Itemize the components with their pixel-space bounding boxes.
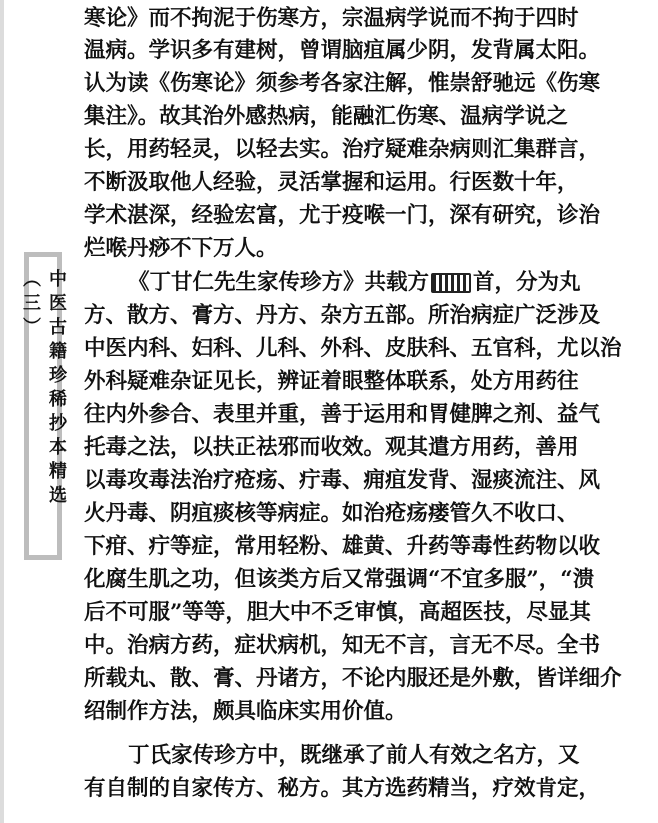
text-line: 后不可服”等等，胆大中不乏审慎，高超医技，尽显其 [84, 600, 591, 625]
text-segment: 《丁甘仁先生家传珍方》共载方 [128, 270, 430, 295]
text-line: 长，用药轻灵，以轻去实。治疗疑难杂病则汇集群言， [84, 137, 601, 162]
text-line: 火丹毒、阴疽痰核等病症。如治疮疡瘘管久不收口、 [84, 501, 579, 526]
text-line: 外科疑难杂证见长，辨证着眼整体联系，处方用药往 [84, 369, 579, 394]
text-line: 中。治病方药，症状病机，知无不言，言无不尽。全书 [84, 633, 601, 658]
text-line: 有自制的自家传方、秘方。其方选药精当，疗效肯定， [84, 776, 601, 801]
text-segment: 首，分为丸 [473, 270, 581, 295]
text-line: 烂喉丹痧不下万人。 [84, 236, 278, 261]
text-line: 中医内科、妇科、儿科、外科、皮肤科、五官科，尤以治 [84, 336, 622, 361]
text-line: 方、散方、膏方、丹方、杂方五部。所治病症广泛涉及 [84, 303, 601, 328]
text-line: 化腐生肌之功，但该类方后又常强调“不宜多服”，“溃 [84, 567, 595, 592]
text-line: 托毒之法，以扶正祛邪而收效。观其遣方用药，善用 [84, 435, 579, 460]
seal-stamp-icon [431, 273, 471, 293]
text-line: 不断汲取他人经验，灵活掌握和运用。行医数十年， [84, 170, 579, 195]
text-line: 丁氏家传珍方中，既继承了前人有效之名方，又 [128, 743, 580, 768]
text-line: 所载丸、散、膏、丹诸方，不论内服还是外敷，皆详细介 [84, 666, 622, 691]
text-line: 下疳、疔等症，常用轻粉、雄黄、升药等毒性药物以收 [84, 534, 601, 559]
text-line: 学术湛深，经验宏富，尤于疫喉一门，深有研究，诊治 [84, 203, 601, 228]
text-line: 寒论》而不拘泥于伤寒方，宗温病学说而不拘于四时 [84, 6, 579, 31]
text-line: 往内外参合、表里并重，善于运用和胃健脾之剂、益气 [84, 402, 601, 427]
book-series-title: 中医古籍珍稀抄本精选（三） [20, 269, 67, 509]
text-line: 以毒攻毒法治疗疮疡、疔毒、痈疽发背、湿痰流注、风 [84, 468, 601, 493]
text-line: 认为读《伤寒论》须参考各家注解，惟崇舒驰远《伤寒 [84, 71, 601, 96]
text-line: 绍制作方法，颇具临床实用价值。 [84, 699, 407, 724]
side-tab [20, 252, 67, 560]
text-line: 集注》。故其治外感热病，能融汇伤寒、温病学说之 [84, 104, 568, 129]
text-line: 温病。学识多有建树，曾谓脑疽属少阴，发背属太阳。 [84, 38, 601, 63]
paragraph-first-line [128, 270, 581, 296]
page-edge [0, 0, 4, 823]
